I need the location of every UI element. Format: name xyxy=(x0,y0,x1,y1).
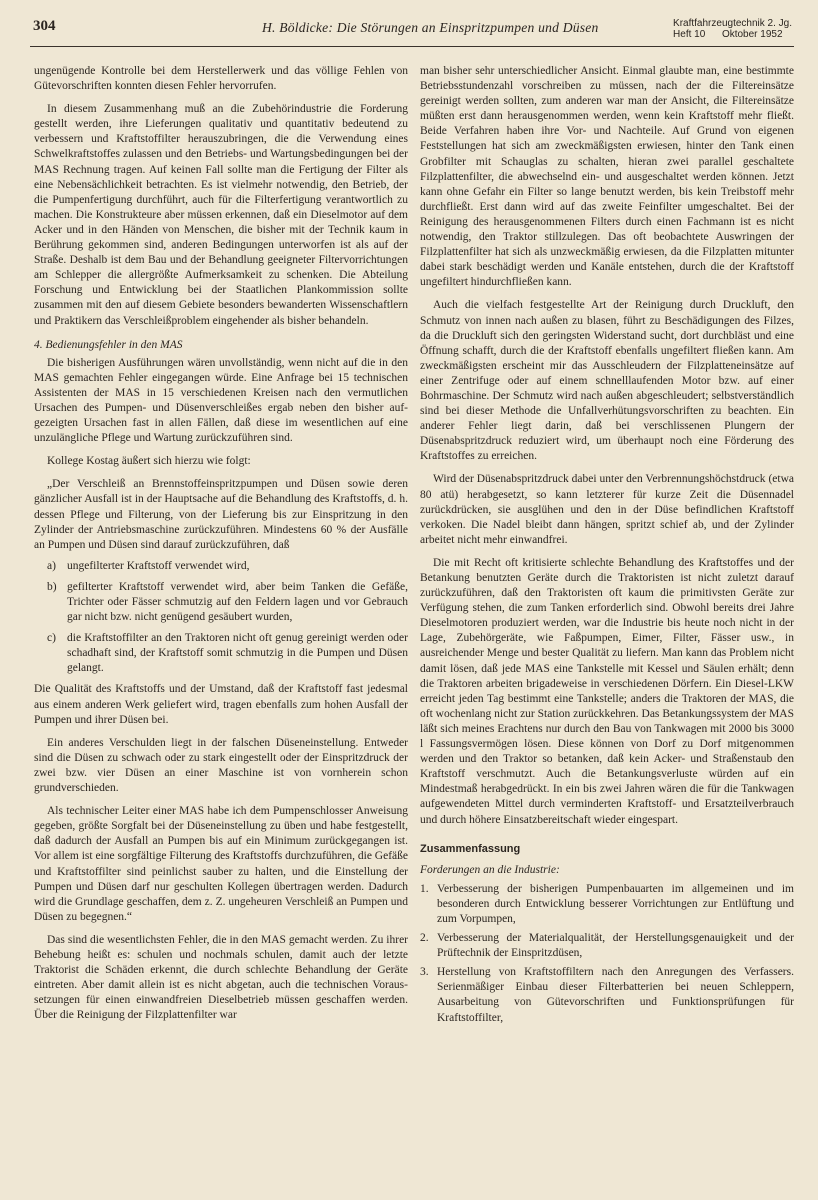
running-header xyxy=(30,18,794,47)
item-text: Herstellung von Kraftstoffiltern nach den Anregungen des Verfassers. Serienmäßiger Einbau dieser Filterbatterien bei neuen Schleppern, Ausarbeitung von Gütevorschriften und Funktionsprüfungen für Kraftstoffilter, xyxy=(437,966,794,1024)
paragraph: Die Qualität des Kraftstoffs und der Umstand, daß der Kraftstoff fast jedesmal aus einem anderen Werk geliefert wird, tragen ebenfalls zum hohen Ausfall der Pumpen und ihrer Düsen bei. xyxy=(34,683,408,726)
list-text: gefilterter Kraftstoff verwendet wird, aber beim Tanken die Gefäße, Trichter oder Fässer schmutzig auf den Feldern lagen und vor Gebrauch gar nicht bzw. nicht genügend gesäubert wurden, xyxy=(67,580,408,624)
paragraph: ungenügende Kontrolle bei dem Herstellerwerk und das völlige Fehlen von Gütevorschriften konnten diesen Fehler hervorrufen. xyxy=(34,65,408,93)
paragraph: Die bisherigen Ausführungen wären unvollständig, wenn nicht auf die in den MAS gemachten Fehler eingegangen würde. Eine Anfrage bei 15 technischen Assistenten der MAS in 15 verschiedenen Kreisen nach den vermutlichen Ursachen des Pumpen- und Düsenverschleißes ergab neben den bisher aufgezeigten Ursachen fast in allen Fällen, daß diese im wesentlichen auf eine unzulängliche Pflege und Wartung zurückzuführen sind. xyxy=(34,356,408,445)
list-label: a) xyxy=(47,559,56,572)
paragraph: Auch die vielfach festgestellte Art der Reinigung durch Druckluft, den Schmutz von innen nach außen zu blasen, führt zu Beschädigungen des Filzes, da die Druckluft sich den geringsten Widerstand sucht, dort durchbläst und eine Öffnung schafft, durch die der Kraftstoff ebenfalls ungefiltert fließen kann. Am zweckmäßigsten erscheint mir das Ausschleudern der Filzplatteneinsätze auf einer Zentrifuge oder auf einem schnelllaufenden Motor bzw. auf einer Bohrmaschine. Der Schmutz wird nach außen abgeschleudert; selbstverständlich sind bei dieser Methode die Unfallverhütungsvorschriften zu beachten. Ein anderer Fehler liegt darin, daß bei verschlissenen Plungern der Düsenabspritzdruck reduziert wird, um überhaupt noch eine Förderung des Kraftstoffes zu erreichen. xyxy=(420,299,794,463)
item-text: Verbesserung der bisherigen Pumpenbauarten im allgemeinen und im besonderen durch Entwicklung besserer Vorrichtungen zur Entlüftung und zum Vorpumpen, xyxy=(437,882,794,925)
list-label: c) xyxy=(47,632,56,645)
list-item xyxy=(34,580,408,625)
paragraph: man bisher sehr unterschiedlicher Ansicht. Einmal glaubte man, eine bestimmte Betriebsstundenzahl vorschreiben zu müssen, nach der die Filtereinsätze gereinigt werden sollten, zum anderen war man der Ansicht, die Filtereinsätze müßten erst dann herausgenommen werden, wenn kein Kraftstoff mehr fließt. Beide Verfahren haben ihre Vor- und Nachteile. Auf Grund von eigenen Feststellungen hat sich am zweckmäßigsten erwiesen, hinter den Tank einen Grobfilter mit Schauglas zu schalten, hieran zwei parallel geschaltete Filzplattenfilter, die abwechselnd ein- und ausgeschaltet werden können. Jetzt kann ohne Gefahr ein Filter so lange benutzt werden, bis kein Treibstoff mehr durchfließt. Erst dann wird auf das zweite Feinfilter umgeschaltet. Bei der Reinigung des herausgenommenen Filters durch einen Fachmann ist es nicht notwendig, den Traktor stillzulegen. Das oft beobachtete Auswringen der Filzplattenfilter hat sich als unzweckmäßig erwiesen, da die Filzplatten mitunter dabei stark beschädigt werden und Kanäle entstehen, durch die der Kraftstoff ungefiltert hindurchfließen kann. xyxy=(420,65,794,289)
paragraph: Wird der Düsenabspritzdruck dabei unter den Verbrennungshöchstdruck (etwa 80 atü) herabgesetzt, so kann letzterer für kurze Zeit die Düsennadel zurückdrücken, sie ausglühen und den in der Düse befindlichen Kraftstoff verkoken. Die Nadel bleibt dann hängen, spritzt schief ab, und der Zylinder arbeitet nicht mehr einwandfrei. xyxy=(420,473,794,546)
paragraph: Kollege Kostag äußert sich hierzu wie folgt: xyxy=(47,455,251,468)
numbered-item xyxy=(420,882,794,927)
numbered-item xyxy=(420,965,794,1025)
numbered-item xyxy=(420,931,794,961)
quote-paragraph: „Der Verschleiß an Brennstoffeinspritzpumpen und Düsen sowie deren gänzlicher Ausfall ist in der Hauptsache auf die Behandlung des Kraftstoffs, d. h. dessen Pflege und Filterung, von der Lieferung bis zur Einspritzung in den Zylinder der Antriebsmaschine zurückzuführen. Mindestens 60 % der Ausfälle an Pumpen und Düsen sind darauf zurückzuführen, daß xyxy=(34,478,408,551)
paragraph: Als technischer Leiter einer MAS habe ich dem Pumpenschlosser Anweisung gegeben, größte Sorgfalt bei der Düseneinstellung zu üben und habe festgestellt, daß dadurch der Ausfall an Pumpen bis auf ein Minimum zurückgegangen ist. Vor allem ist eine sorgfältige Filterung des Kraftstoffs durchzuführen, die Gefäße und Kraftstoffilter sind peinlichst sauber zu halten, und die Einstellung der Pumpen und Düsen darf nur geschulten Kollegen übertragen werden. Dadurch wird die Grundlage geschaffen, dem z. Z. ungeheuren Verschleiß an Pumpen und Düsen zu begegnen.“ xyxy=(34,805,408,923)
journal-line-1: Kraftfahrzeugtechnik 2. Jg. xyxy=(673,18,792,29)
paragraph: Die mit Recht oft kritisierte schlechte Behandlung des Kraftstoffes und der Betankung benutzten Geräte durch die Traktoristen ist nicht zuletzt darauf zurückzuführen, daß den Traktoristen oft kaum die primitivsten Geräte zur Verfügung stehen, die zum Tanken erforderlich sind. Obwohl bereits drei Jahre Dieselmotoren produziert werden, war die Industrie bis heute noch nicht in der Lage, Zubehörgeräte, wie Faßpumpen, Eimer, Filter, Fässer usw., in ausreichender Menge und bester Qualität zu liefern. Man kann das Problem nicht damit lösen, daß jede MAS eine Tankstelle mit Kessel und Säulen erhält; denn die Traktoren arbeiten brigadeweise in verschiedenen Dörfern. Ein Diesel-LKW erreicht jeden Tag bestimmt eine Tankstelle; anders die Traktoren der MAS, die oft wochenlang nicht zur Station zurückkehren. Das Betankungssystem der MAS läßt sich meines Erachtens nur durch den Bau von Tankwagen mit 2000 bis 3000 l Fassungsvermögen lösen. Diese können von Dorf zu Dorf mitgenommen werden und den Traktor so betanken, daß kein Acker- und Straßenstaub den Kraftstoff verschmutzt. Auch die Betankungsverluste würden auf ein Mindestmaß herabgedrückt. In ein bis zwei Jahren wären die für die Tankwagen aufgewendeten Mittel durch verminderten Kraftstoff- und Ersatzteilverbrauch und durch höhere Einsatzbereitschaft wieder eingespart. xyxy=(420,556,794,826)
right-column xyxy=(420,64,794,1026)
running-title: H. Böldicke: Die Störungen an Einspritzpumpen und Düsen xyxy=(262,20,599,35)
list-item xyxy=(34,559,408,574)
summary-heading: Zusammenfassung xyxy=(420,842,521,855)
list-label: b) xyxy=(47,580,57,593)
summary-subheading: Forderungen an die Industrie: xyxy=(420,863,560,876)
paragraph: Ein anderes Verschulden liegt in der falschen Düseneinstellung. Entweder sind die Düsen zu schwach oder zu stark eingestellt oder der Einspritzdruck der zwei bzw. vier Düsen an einer Maschine ist von vornherein schon grundverschieden. xyxy=(34,736,408,795)
section-heading: 4. Bedienungsfehler in den MAS xyxy=(34,338,183,351)
item-number: 2. xyxy=(420,932,429,945)
journal-line-2: Heft 10 Oktober 1952 xyxy=(673,28,783,40)
list-item xyxy=(34,631,408,676)
item-number: 1. xyxy=(420,882,429,895)
item-number: 3. xyxy=(420,966,429,979)
page-number: 304 xyxy=(33,18,56,34)
item-text: Verbesserung der Materialqualität, der Herstellungsgenauigkeit und der Prüftechnik der Einspritzdüsen, xyxy=(437,932,794,960)
list-text: die Kraftstoffilter an den Traktoren nicht oft genug gereinigt werden oder schadhaft sind, der Kraftstoff somit schmutzig in die Pumpen und Düsen gelangt. xyxy=(67,632,408,675)
paragraph: Das sind die wesentlichsten Fehler, die in den MAS gemacht werden. Zu ihrer Behebung heißt es: schulen und nochmals schulen, damit auch der letzte Traktorist die Schäden erkennt, die durch schlechte Behandlung der Geräte eintreten. Aber damit allein ist es nicht abgetan, auch die technischen Voraussetzungen für einen einwandfreien Dieselbetrieb müssen geschaffen werden. Über die Reinigung der Filzplattenfilter war xyxy=(34,933,408,1022)
left-column xyxy=(34,64,408,1023)
paragraph: In diesem Zusammenhang muß an die Zubehörindustrie die Forderung gestellt werden, ihre Lieferungen qualitativ und quantitativ bedeutend zu verbessern und Kraftstoffilter herauszubringen, die die Verwendung eines Schwelkraftstoffes zulassen und den Betriebs- und Wartungsbedingungen bei der MAS Rechnung tragen. Auf keinen Fall sollte man die Fertigung der Filter als eine Nebensächlichkeit betrachten. Es ist vielmehr notwendig, den Betrieb, der die Pumpenfertigung durchführt, auch für die Filterfertigung verantwortlich zu machen. Die Konstrukteure aber müssen erkennen, daß ein Dieselmotor auf dem Acker und in den Händen von Menschen, die bisher mit der Technik kaum in Berührung gekommen sind, anderen Bedingungen unterworfen ist als auf der Straße. Deshalb ist dem Bau und der Behandlung geeigneter Filtervorrichtungen am Schlepper die allergrößte Aufmerksamkeit zu schenken. Die Abteilung Forschung und Entwicklung bei der Staatlichen Plankommission sollte zusammen mit den auf diesem Gebiete besonders bewanderten Wissenschaftlern und Praktikern das Verschleißproblem eingehender als bisher behandeln. xyxy=(34,103,408,327)
list-text: ungefilterter Kraftstoff verwendet wird, xyxy=(67,559,250,572)
journal-reference xyxy=(673,19,792,40)
